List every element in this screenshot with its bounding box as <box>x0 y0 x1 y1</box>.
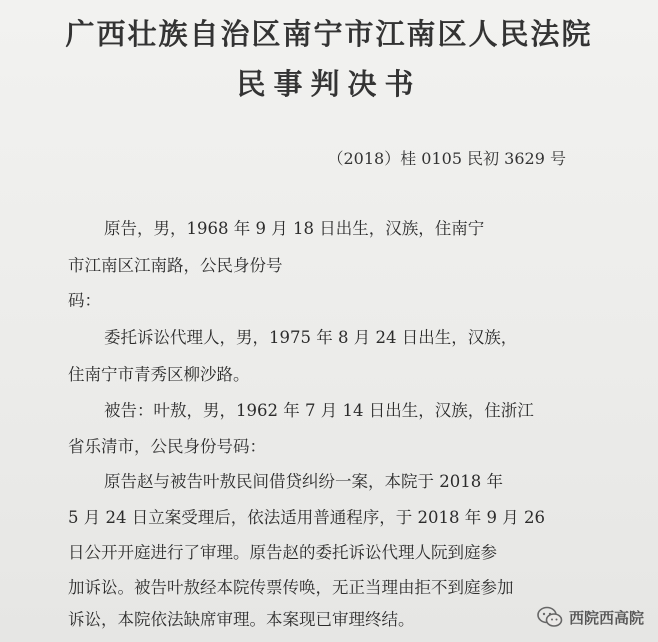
paragraph-line: 住南宁市青秀区柳沙路。 <box>68 365 250 384</box>
paragraph-line: 省乐清市，公民身份号码： <box>68 437 266 456</box>
paragraph-line: 5 月 24 日立案受理后，依法适用普通程序，于 2018 年 9 月 26 <box>68 508 545 527</box>
document-type: 民事判决书 <box>236 67 422 101</box>
paragraph-line: 加诉讼。被告叶敖经本院传票传唤，无正当理由拒不到庭参加 <box>68 578 514 597</box>
paragraph-line: 被告：叶敖，男，1962 年 7 月 14 日出生，汉族，住浙江 <box>104 401 534 420</box>
watermark-text: 西院西高院 <box>568 608 644 627</box>
paragraph-line: 日公开开庭进行了审理。原告赵的委托诉讼代理人阮到庭参 <box>68 543 497 562</box>
paragraph-line: 码： <box>68 291 101 310</box>
watermark <box>537 606 644 628</box>
court-name: 广西壮族自治区南宁市江南区人民法院 <box>65 17 593 51</box>
wechat-icon <box>537 606 563 628</box>
paragraph-line: 委托诉讼代理人，男，1975 年 8 月 24 日出生，汉族， <box>104 328 518 347</box>
paragraph-line: 市江南区江南路，公民身份号 <box>68 256 283 275</box>
case-number: （2018）桂 0105 民初 3629 号 <box>327 149 566 168</box>
paragraph-line: 诉讼，本院依法缺席审理。本案现已审理终结。 <box>68 610 415 629</box>
paragraph-line: 原告，男，1968 年 9 月 18 日出生，汉族，住南宁 <box>104 219 485 238</box>
paragraph-line: 原告赵与被告叶敖民间借贷纠纷一案，本院于 2018 年 <box>104 472 503 491</box>
